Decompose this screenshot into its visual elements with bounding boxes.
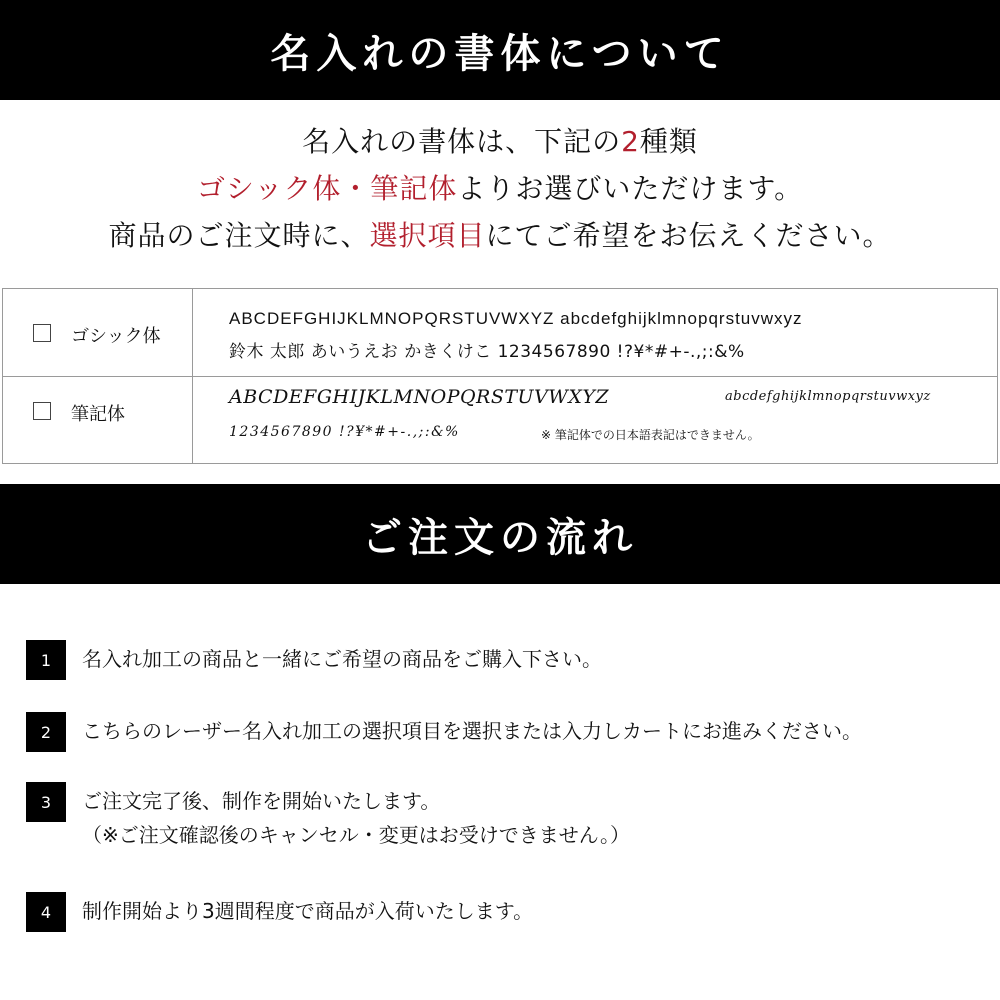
script-checkbox[interactable] [33,402,51,420]
gothic-checkbox[interactable] [33,324,51,342]
gothic-label: ゴシック体 [71,326,161,347]
step-text-3: ご注文完了後、制作を開始いたします。 [82,789,441,813]
font-row-gothic [3,289,997,377]
font-options-table [2,288,998,464]
intro-line-3-suffix: にてご希望をお伝えください。 [485,219,892,252]
intro-line-3-text: 商品のご注文時に、 [108,219,370,252]
step-text-4: 制作開始より3週間程度で商品が入荷いたします。 [82,899,534,923]
step-text-2: こちらのレーザー名入れ加工の選択項目を選択または入力しカートにお進みください。 [82,719,862,743]
step-number-2: 2 [26,712,66,752]
font-count: 2 [621,125,640,158]
intro-line-1-text: 名入れの書体は、下記の [302,125,622,158]
font-label-cell [3,377,193,464]
order-section-title: ご注文の流れ [0,484,1000,584]
intro-line-2 [0,165,1000,212]
intro-line-1-suffix: 種類 [639,125,698,158]
gothic-sample-alphabet: ABCDEFGHIJKLMNOPQRSTUVWXYZ abcdefghijklmnopqrstuvwxyz [229,309,803,328]
gothic-sample-japanese: 鈴木 太郎 あいうえお かきくけこ 1234567890 !?¥*#+-.,;:&% [229,342,745,362]
font-section-title: 名入れの書体について [0,0,1000,100]
font-names-highlight: ゴシック体・筆記体 [196,172,458,205]
script-sample-lowercase: abcdefghijklmnopqrstuvwxyz [725,389,931,404]
script-sample-uppercase: ABCDEFGHIJKLMNOPQRSTUVWXYZ [229,386,610,408]
intro-line-2-text: よりお選びいただけます。 [457,172,804,205]
selection-item-highlight: 選択項目 [369,219,486,252]
intro-line-1 [0,118,1000,165]
font-label-cell [3,289,193,376]
step-number-3: 3 [26,782,66,822]
script-sample-numbers: 1234567890 !?¥*#+-.,;:&% [229,424,460,440]
step-number-4: 4 [26,892,66,932]
step-text-3-note: （※ご注文確認後のキャンセル・変更はお受けできません。） [82,823,630,847]
font-intro [0,118,1000,259]
script-note: ※ 筆記体での日本語表記はできません。 [541,428,760,442]
step-number-1: 1 [26,640,66,680]
step-text-1: 名入れ加工の商品と一緒にご希望の商品をご購入下さい。 [82,647,602,671]
script-label: 筆記体 [71,404,125,425]
font-row-script [3,377,997,464]
intro-line-3 [0,212,1000,259]
